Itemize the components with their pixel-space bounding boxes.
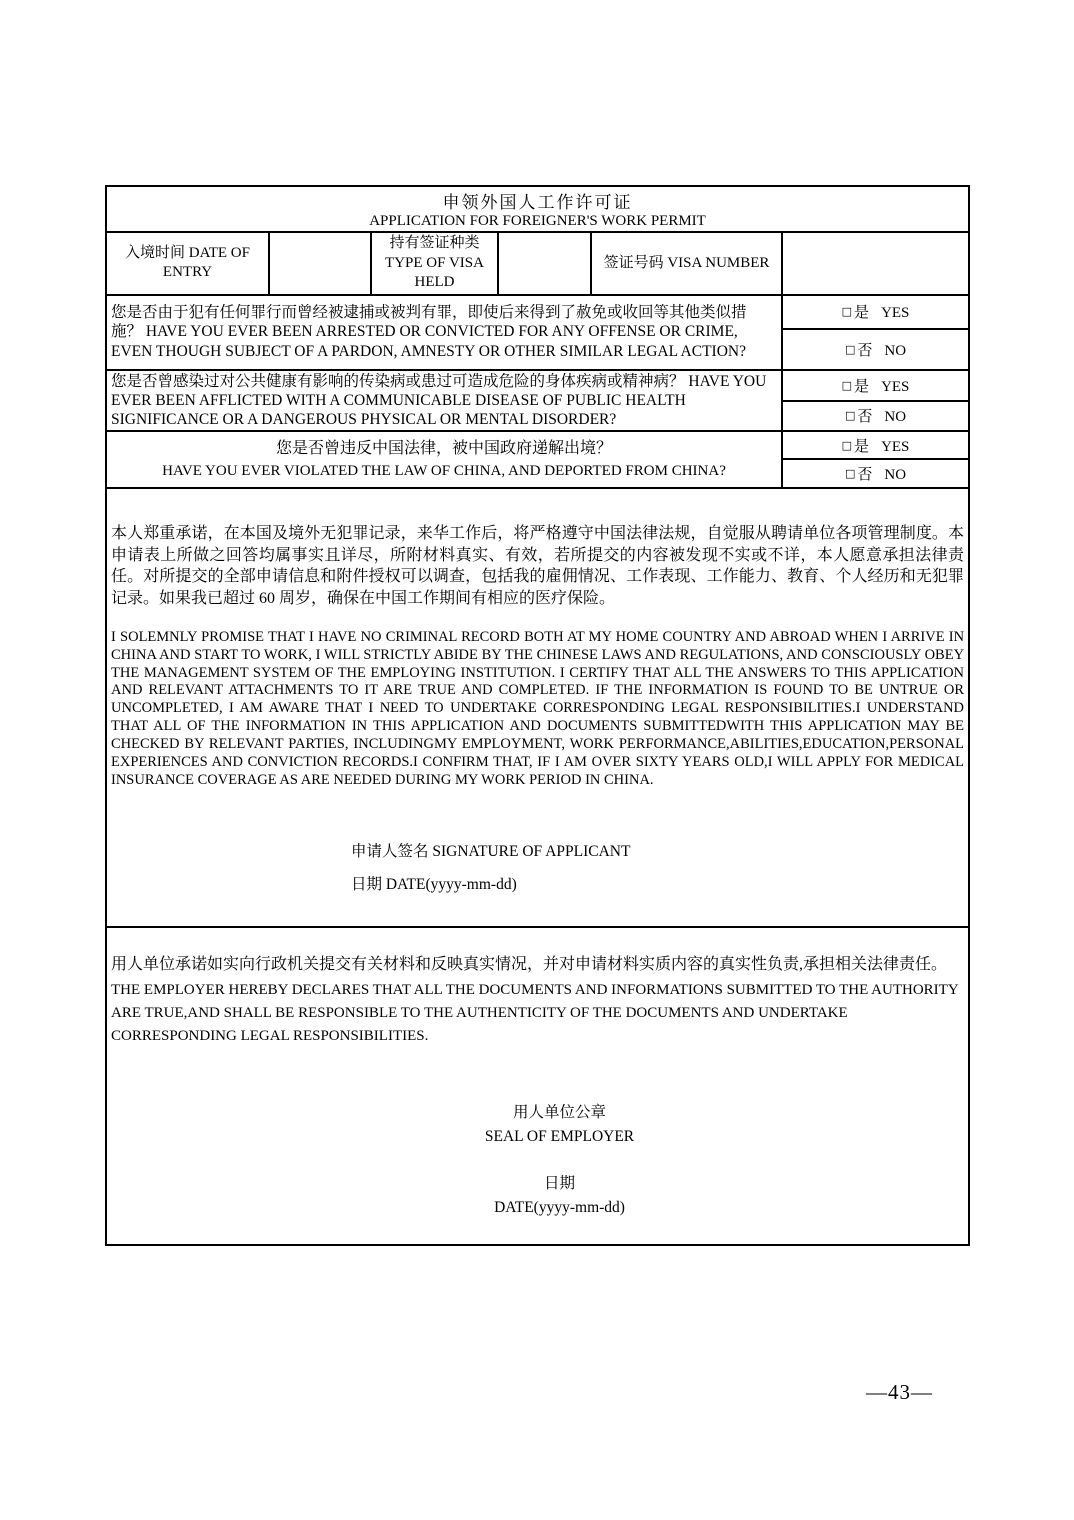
applicant-date-line[interactable]: 日期 DATE(yyyy-mm-dd) xyxy=(351,876,517,894)
question-2-en: HAVE YOU EVER BEEN AFFLICTED WITH A COMMUNICABLE DISEASE OF PUBLIC HEALTH SIGNIFICANCE OR A DANGEROUS PHYSICAL OR MENTAL DISORDER? xyxy=(111,372,767,428)
employer-date-en[interactable]: DATE(yyyy-mm-dd) xyxy=(494,1199,625,1217)
question-1-text xyxy=(106,295,782,370)
applicant-signature-block xyxy=(351,839,964,894)
question-3-yes-option[interactable] xyxy=(782,431,969,459)
seal-of-employer-en: SEAL OF EMPLOYER xyxy=(484,1128,635,1146)
no-label-en: NO xyxy=(884,467,907,484)
employer-declaration-en: THE EMPLOYER HEREBY DECLARES THAT ALL THE DOCUMENTS AND INFORMATIONS SUBMITTED TO THE AUTHORITY ARE TRUE,AND SHALL BE RESPONSIBLE TO THE AUTHENTICITY OF THE DOCUMENTS AND UNDERTAKE CORRESPONDING LEGAL RESPONSIBILITIES. xyxy=(111,981,959,1045)
no-label-zh: 否 xyxy=(857,409,873,426)
date-of-entry-label: 入境时间 DATE OF ENTRY xyxy=(106,232,269,295)
no-label-zh: 否 xyxy=(857,342,873,359)
checkbox-icon[interactable]: □ xyxy=(841,378,853,392)
yes-label-en: YES xyxy=(881,378,910,395)
work-permit-application-form xyxy=(105,185,970,1246)
yes-label-en: YES xyxy=(881,305,910,321)
no-label-zh: 否 xyxy=(857,467,873,484)
no-label-en: NO xyxy=(884,342,907,359)
checkbox-icon[interactable]: □ xyxy=(841,305,853,318)
form-title xyxy=(106,186,969,232)
yes-label-zh: 是 xyxy=(854,378,870,395)
employer-seal-block xyxy=(111,1101,964,1220)
checkbox-icon[interactable]: □ xyxy=(841,438,853,452)
yes-label-zh: 是 xyxy=(854,305,870,321)
visa-type-value[interactable] xyxy=(498,232,591,295)
form-title-zh: 申领外国人工作许可证 xyxy=(442,193,633,212)
page-number: —43— xyxy=(866,1380,933,1404)
question-3-no-option[interactable] xyxy=(782,459,969,488)
applicant-declaration-zh: 本人郑重承诺，在本国及境外无犯罪记录，来华工作后，将严格遵守中国法律法规，自觉服从聘请单位各项管理制度。本申请表上所做之回答均属事实且详尽，所附材料真实、有效，若所提交的内容被发现不实或不详，本人愿意承担法律责任。对所提交的全部申请信息和附件授权可以调查，包括我的雇佣情况、工作表现、工作能力、教育、个人经历和无犯罪记录。如果我已超过 60 周岁，确保在中国工作期间有相应的医疗保险。 xyxy=(111,524,965,608)
question-3-zh: 您是否曾违反中国法律，被中国政府递解出境？ xyxy=(275,440,612,458)
employer-date-zh[interactable]: 日期 xyxy=(544,1175,576,1193)
checkbox-icon[interactable]: □ xyxy=(844,342,856,356)
seal-of-employer-zh: 用人单位公章 xyxy=(513,1104,607,1122)
question-3-text xyxy=(106,431,782,488)
visa-type-label: 持有签证种类 TYPE OF VISA HELD xyxy=(371,232,498,295)
no-label-en: NO xyxy=(884,409,907,426)
visa-number-value[interactable] xyxy=(782,232,969,295)
applicant-declaration-cell xyxy=(106,488,969,927)
checkbox-icon[interactable]: □ xyxy=(844,409,856,423)
date-of-entry-value[interactable] xyxy=(269,232,371,295)
question-1-zh: 您是否由于犯有任何罪行而曾经被逮捕或被判有罪，即使后来得到了赦免或收回等其他类似措施？ xyxy=(111,304,747,341)
question-1-en: HAVE YOU EVER BEEN ARRESTED OR CONVICTED FOR ANY OFFENSE OR CRIME, EVEN THOUGH SUBJECT OF A PARDON, AMNESTY OR OTHER SIMILAR LEGAL ACTION? xyxy=(111,323,746,360)
question-3-en: HAVE YOU EVER VIOLATED THE LAW OF CHINA, AND DEPORTED FROM CHINA? xyxy=(162,463,726,480)
question-1-no-option[interactable] xyxy=(782,329,969,370)
visa-number-label: 签证号码 VISA NUMBER xyxy=(591,232,782,295)
yes-label-en: YES xyxy=(881,438,910,455)
signature-of-applicant-line[interactable]: 申请人签名 SIGNATURE OF APPLICANT xyxy=(351,843,631,861)
employer-declaration-zh: 用人单位承诺如实向行政机关提交有关材料和反映真实情况，并对申请材料实质内容的真实性负责,承担相关法律责任。 xyxy=(111,955,948,973)
question-2-zh: 您是否曾感染过对公共健康有影响的传染病或患过可造成危险的身体疾病或精神病？ xyxy=(111,372,685,390)
question-1-yes-option[interactable] xyxy=(782,295,969,329)
question-2-no-option[interactable] xyxy=(782,401,969,431)
question-2-yes-option[interactable] xyxy=(782,370,969,401)
checkbox-icon[interactable]: □ xyxy=(844,467,856,481)
form-title-en: APPLICATION FOR FOREIGNER'S WORK PERMIT xyxy=(369,213,706,229)
employer-declaration-cell xyxy=(106,927,969,1245)
yes-label-zh: 是 xyxy=(854,438,870,455)
applicant-declaration-en: I SOLEMNLY PROMISE THAT I HAVE NO CRIMINAL RECORD BOTH AT MY HOME COUNTRY AND ABROAD WHEN I ARRIVE IN CHINA AND START TO WORK, I WILL STRICTLY ABIDE BY THE CHINESE LAWS AND REGULATIONS, AND CONSCIOUSLY OBEY THE MANAGEMENT SYSTEM OF THE EMPLOYING INSTITUTION. I CERTIFY THAT ALL THE ANSWERS TO THIS APPLICATION AND RELEVANT ATTACHMENTS TO IT ARE TRUE AND COMPLETED. IF THE INFORMATION IS FOUND TO BE UNTRUE OR UNCOMPLETED, I AM AWARE THAT I NEED TO UNDERTAKE CORRESPONDING LEGAL RESPONSIBILITIES.I UNDERSTAND THAT ALL OF THE INFORMATION IN THIS APPLICATION AND DOCUMENTS SUBMITTEDWITH THIS APPLICATION MAY BE CHECKED BY RELEVANT PARTIES, INCLUDINGMY EMPLOYMENT, WORK PERFORMANCE,ABILITIES,EDUCATION,PERSONAL EXPERIENCES AND CONVICTION RECORDS.I CONFIRM THAT, IF I AM OVER SIXTY YEARS OLD,I WILL APPLY FOR MEDICAL INSURANCE COVERAGE AS ARE NEEDED DURING MY WORK PERIOD IN CHINA. xyxy=(111,628,965,788)
question-2-text xyxy=(106,370,782,432)
